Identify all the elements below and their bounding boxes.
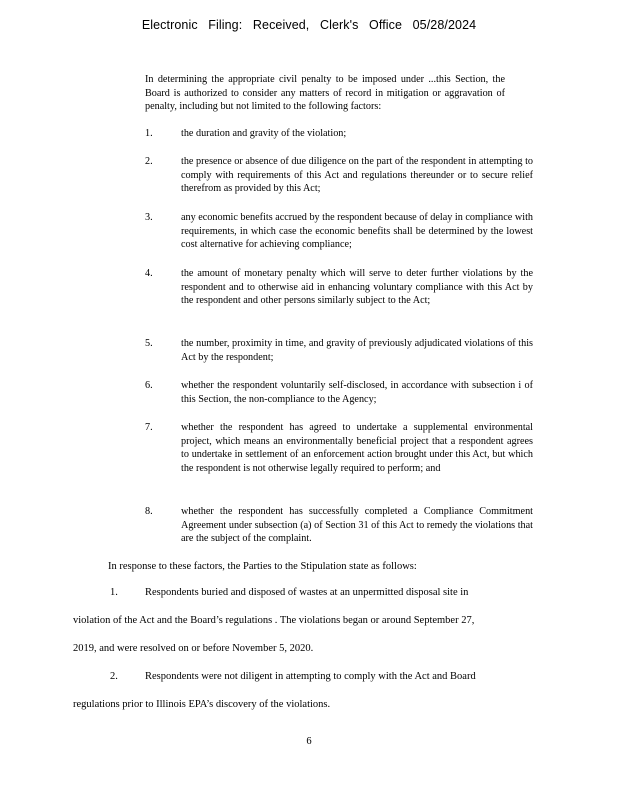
factor-text: whether the respondent voluntarily self-disclosed, in accordance with subsection i of this Section, the non-compliance to the Agency; [181, 380, 533, 405]
paragraph-number: 2. [110, 671, 118, 682]
paragraph-line: regulations prior to Illinois EPA’s discovery of the violations. [73, 699, 331, 710]
factor-text: whether the respondent has successfully completed a Compliance Commitment Agreement under subsection (a) of Section 31 of this Act to remedy the violations that are the subject of the complaint. [181, 506, 533, 544]
factor-text: any economic benefits accrued by the respondent because of delay in compliance with requirements, in which case the economic benefits shall be determined by the lowest cost alternative for achieving compliance; [181, 212, 533, 250]
factor-number: 5. [145, 338, 153, 349]
paragraph-line: violation of the Act and the Board’s regulations . The violations began or around September 27, [73, 615, 475, 626]
factor-text: the amount of monetary penalty which will serve to deter further violations by the respondent and to otherwise aid in enhancing voluntary compliance with this Act by the respondent and other persons similarly subject to the Act; [181, 268, 533, 306]
factor-number: 7. [145, 422, 153, 433]
page-number: 6 [306, 736, 312, 747]
paragraph-number: 1. [110, 587, 118, 598]
factor-number: 2. [145, 156, 153, 167]
factor-text: the presence or absence of due diligence on the part of the respondent in attempting to comply with requirements of this Act and regulations thereunder or to secure relief therefrom as provided by this Act; [181, 156, 533, 194]
factor-text: the duration and gravity of the violation; [181, 128, 347, 139]
factor-number: 1. [145, 128, 153, 139]
factor-number: 6. [145, 380, 153, 391]
factor-text: whether the respondent has agreed to undertake a supplemental environmental project, which means an environmentally beneficial project that a respondent agrees to undertake in settlement of an enforcement action brought under this Act, but which the respondent is not otherwise legally required to perform; and [181, 422, 533, 474]
factor-number: 8. [145, 506, 153, 517]
factor-number: 3. [145, 212, 153, 223]
intro-paragraph: In determining the appropriate civil penalty to be imposed under ...this Section, the Board is authorized to consider any matters of record in mitigation or aggravation of penalty, including but not limited to the following factors: [145, 74, 505, 112]
filing-header: Electronic Filing: Received, Clerk's Office 05/28/2024 [141, 18, 477, 32]
response-intro: In response to these factors, the Parties to the Stipulation state as follows: [108, 561, 417, 572]
paragraph-line: Respondents buried and disposed of wastes at an unpermitted disposal site in [145, 587, 469, 598]
factor-text: the number, proximity in time, and gravity of previously adjudicated violations of this Act by the respondent; [181, 338, 533, 363]
response-paragraph-1 [73, 587, 523, 667]
paragraph-line: Respondents were not diligent in attempting to comply with the Act and Board [145, 671, 476, 682]
response-paragraph-2 [73, 671, 523, 721]
paragraph-line: 2019, and were resolved on or before November 5, 2020. [73, 643, 314, 654]
factor-number: 4. [145, 268, 153, 279]
